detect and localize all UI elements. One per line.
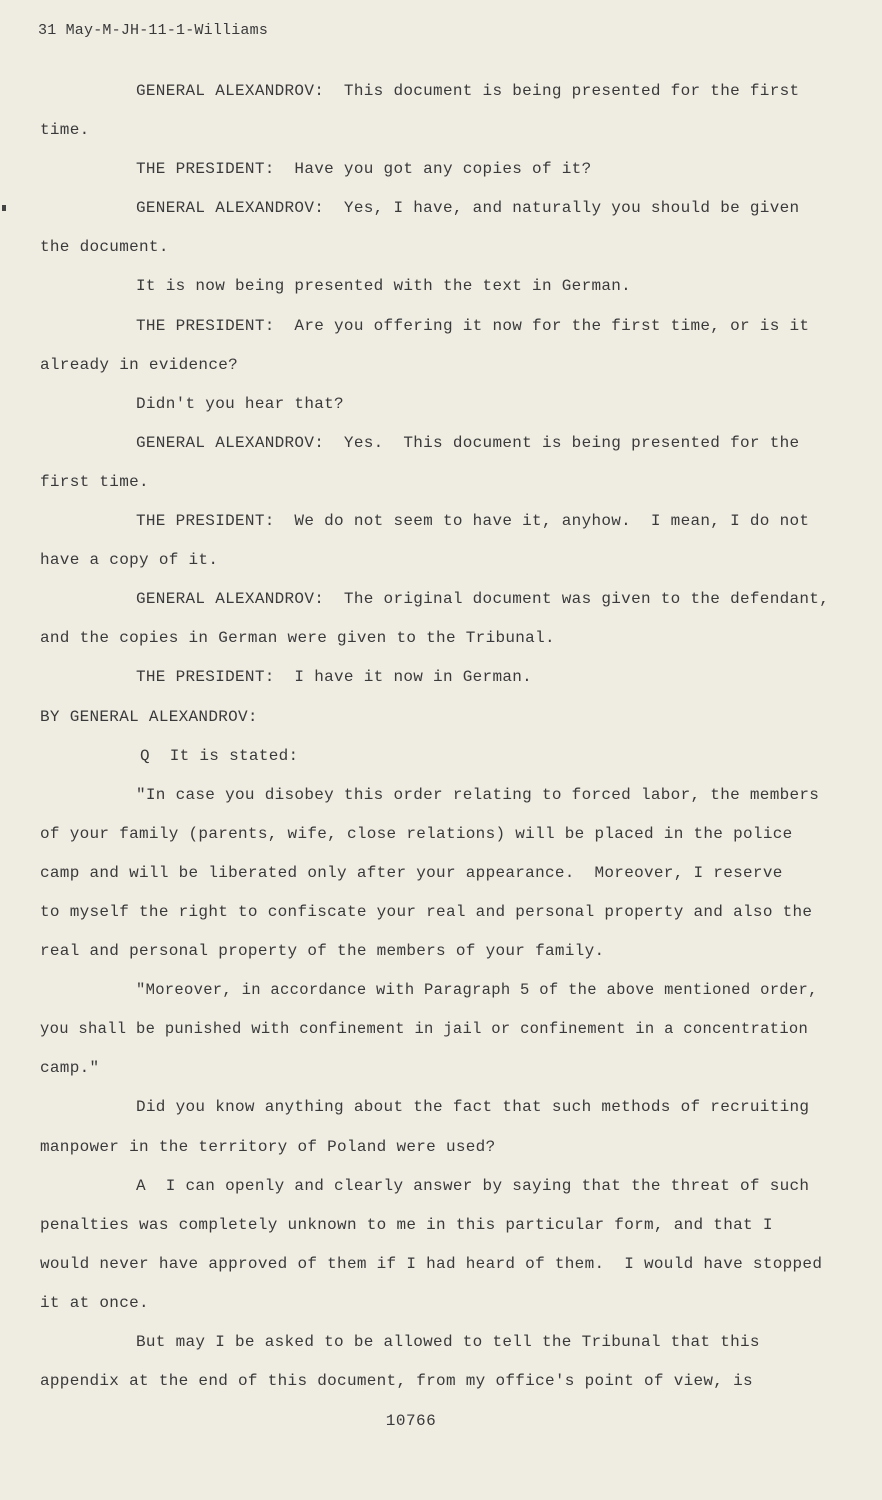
text-line: Didn't you hear that? xyxy=(136,394,344,413)
text-line: already in evidence? xyxy=(40,355,239,374)
margin-mark xyxy=(2,205,6,211)
text-line: real and personal property of the members of your family. xyxy=(40,942,605,961)
text-line: GENERAL ALEXANDROV: This document is being presented for the first xyxy=(136,82,800,100)
text-line: to myself the right to confiscate your real and personal property and also the xyxy=(40,902,813,921)
text-line: BY GENERAL ALEXANDROV: xyxy=(40,707,258,726)
page-number: 10766 xyxy=(385,1412,437,1430)
page-header: 31 May-M-JH-11-1-Williams xyxy=(38,22,269,39)
text-line: would never have approved of them if I had heard of them. I would have stopped xyxy=(40,1254,823,1273)
text-line: and the copies in German were given to the Tribunal. xyxy=(40,629,555,648)
transcript-body xyxy=(40,72,830,1401)
text-line: time. xyxy=(40,121,90,140)
text-line: penalties was completely unknown to me in this particular form, and that I xyxy=(40,1215,773,1234)
text-line: appendix at the end of this document, from my office's point of view, is xyxy=(40,1372,753,1391)
text-line: A I can openly and clearly answer by saying that the threat of such xyxy=(136,1176,810,1195)
text-line: THE PRESIDENT: Have you got any copies of it? xyxy=(136,160,592,179)
text-line: camp and will be liberated only after your appearance. Moreover, I reserve xyxy=(40,863,783,882)
text-line: you shall be punished with confinement in jail or confinement in a concentration xyxy=(40,1020,809,1039)
text-line: "Moreover, in accordance with Paragraph 5 of the above mentioned order, xyxy=(136,981,818,1000)
text-line: Did you know anything about the fact that such methods of recruiting xyxy=(136,1098,810,1117)
text-line: GENERAL ALEXANDROV: Yes. This document is being presented for the xyxy=(136,433,800,452)
text-line: camp." xyxy=(40,1059,100,1078)
text-line: the document. xyxy=(40,238,169,257)
text-line: "In case you disobey this order relating to forced labor, the members xyxy=(136,785,820,804)
text-line: have a copy of it. xyxy=(40,551,219,570)
text-line: manpower in the territory of Poland were used? xyxy=(40,1137,496,1156)
text-line: GENERAL ALEXANDROV: Yes, I have, and naturally you should be given xyxy=(136,199,800,218)
text-line: It is now being presented with the text in German. xyxy=(136,277,632,296)
text-line: But may I be asked to be allowed to tell the Tribunal that this xyxy=(136,1333,760,1351)
text-line: first time. xyxy=(40,472,149,491)
text-line: of your family (parents, wife, close relations) will be placed in the police xyxy=(40,824,793,843)
text-line: Q It is stated: xyxy=(140,746,299,765)
text-line: it at once. xyxy=(40,1293,149,1312)
text-line: THE PRESIDENT: I have it now in German. xyxy=(136,668,533,687)
text-line: GENERAL ALEXANDROV: The original document was given to the defendant, xyxy=(136,590,830,609)
text-line: THE PRESIDENT: We do not seem to have it, anyhow. I mean, I do not xyxy=(136,512,810,531)
text-line: THE PRESIDENT: Are you offering it now for the first time, or is it xyxy=(136,316,810,335)
